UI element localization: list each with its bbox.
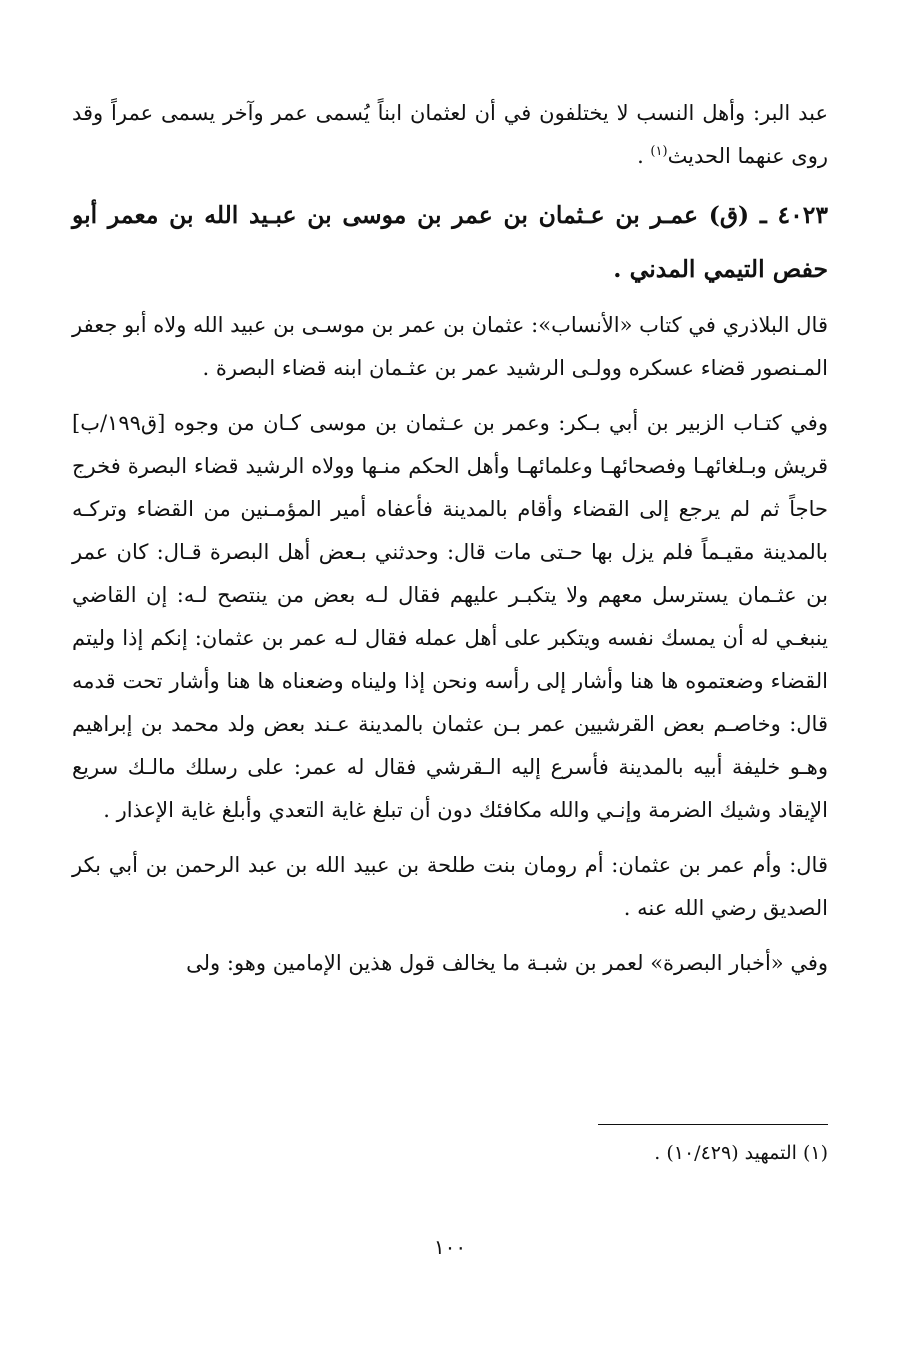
- footnote: (١) التمهيد (١٠/٤٢٩) .: [654, 1142, 828, 1164]
- paragraph-intro-end: .: [637, 144, 651, 168]
- paragraph-intro: [72, 92, 828, 178]
- paragraph-akhbar-basra: وفي «أخبار البصرة» لعمر بن شبـة ما يخالف قول هذين الإمامين وهو: ولى: [186, 951, 828, 975]
- entry-heading: ٤٠٢٣ ـ (ق) عمـر بن عـثمان بن عمر بن موسى بن عبـيد الله بن معمر أبو حفص التيمي المدني .: [72, 201, 828, 283]
- footnote-divider: [598, 1124, 828, 1125]
- paragraph-intro-text: عبد البر: وأهل النسب لا يختلفون في أن لعثمان ابناً يُسمى عمر وآخر يسمى عمراً وقد روى عنهما الحديث: [72, 101, 828, 168]
- page-number: ١٠٠: [433, 1235, 467, 1259]
- footnote-reference: (١): [650, 144, 668, 159]
- paragraph-mother: قال: وأم عمر بن عثمان: أم رومان بنت طلحة بن عبيد الله بن عبد الرحمن بن أبي بكر الصديق رضي الله عنه .: [72, 853, 828, 920]
- paragraph-zubayr: وفي كتـاب الزبير بن أبي بـكر: وعمر بن عـثمان بن موسى كـان من وجوه [ق١٩٩/ب] قريش وبـلغائهـا وفصحائهـا وعلمائهـا وأهل الحكم منـها وولاه الرشيد قضاء البصرة فخرج حاجاً ثم لم يرجع إلى القضاء وأقام بالمدينة فأعفاه أمير المؤمـنين من القضاء وتركـه بالمدينة مقيـماً فلم يزل بها حـتى مات قال: وحدثني بـعض أهل البصرة قـال: كان عمر بن عثـمان يسترسل معهم ولا يتكبـر عليهم فقال لـه بعض من ينتصح لـه: إن القاضي ينبغـي له أن يمسك نفسه ويتكبر على أهل عمله فقال لـه عمر بن عثمان: إنكم إذا وليتم القضاء وضعتموه ها هنا وأشار إلى رأسه ونحن إذا وليناه وضعناه ها هنا وأشار تحت قدمه قال: وخاصـم بعض القرشيين عمر بـن عثمان بالمدينة عـند بعض ولد محمد بن إبراهيم وهـو خليفة أبيه بالمدينة فأسرع إليه الـقرشي فقال له عمر: على رسلك مالـك سريع الإيقاد وشيك الضرمة وإنـي والله مكافئك دون أن تبلغ غاية التعدي وأبلغ غاية الإعذار .: [72, 411, 828, 822]
- paragraph-baladhuri: قال البلاذري في كتاب «الأنساب»: عثمان بن عمر بن موسـى بن عبيد الله ولاه أبو جعفر المـنصور قضاء عسكره وولـى الرشيد عمر بن عثـمان ابنه قضاء البصرة .: [72, 313, 828, 380]
- main-text: [72, 92, 828, 997]
